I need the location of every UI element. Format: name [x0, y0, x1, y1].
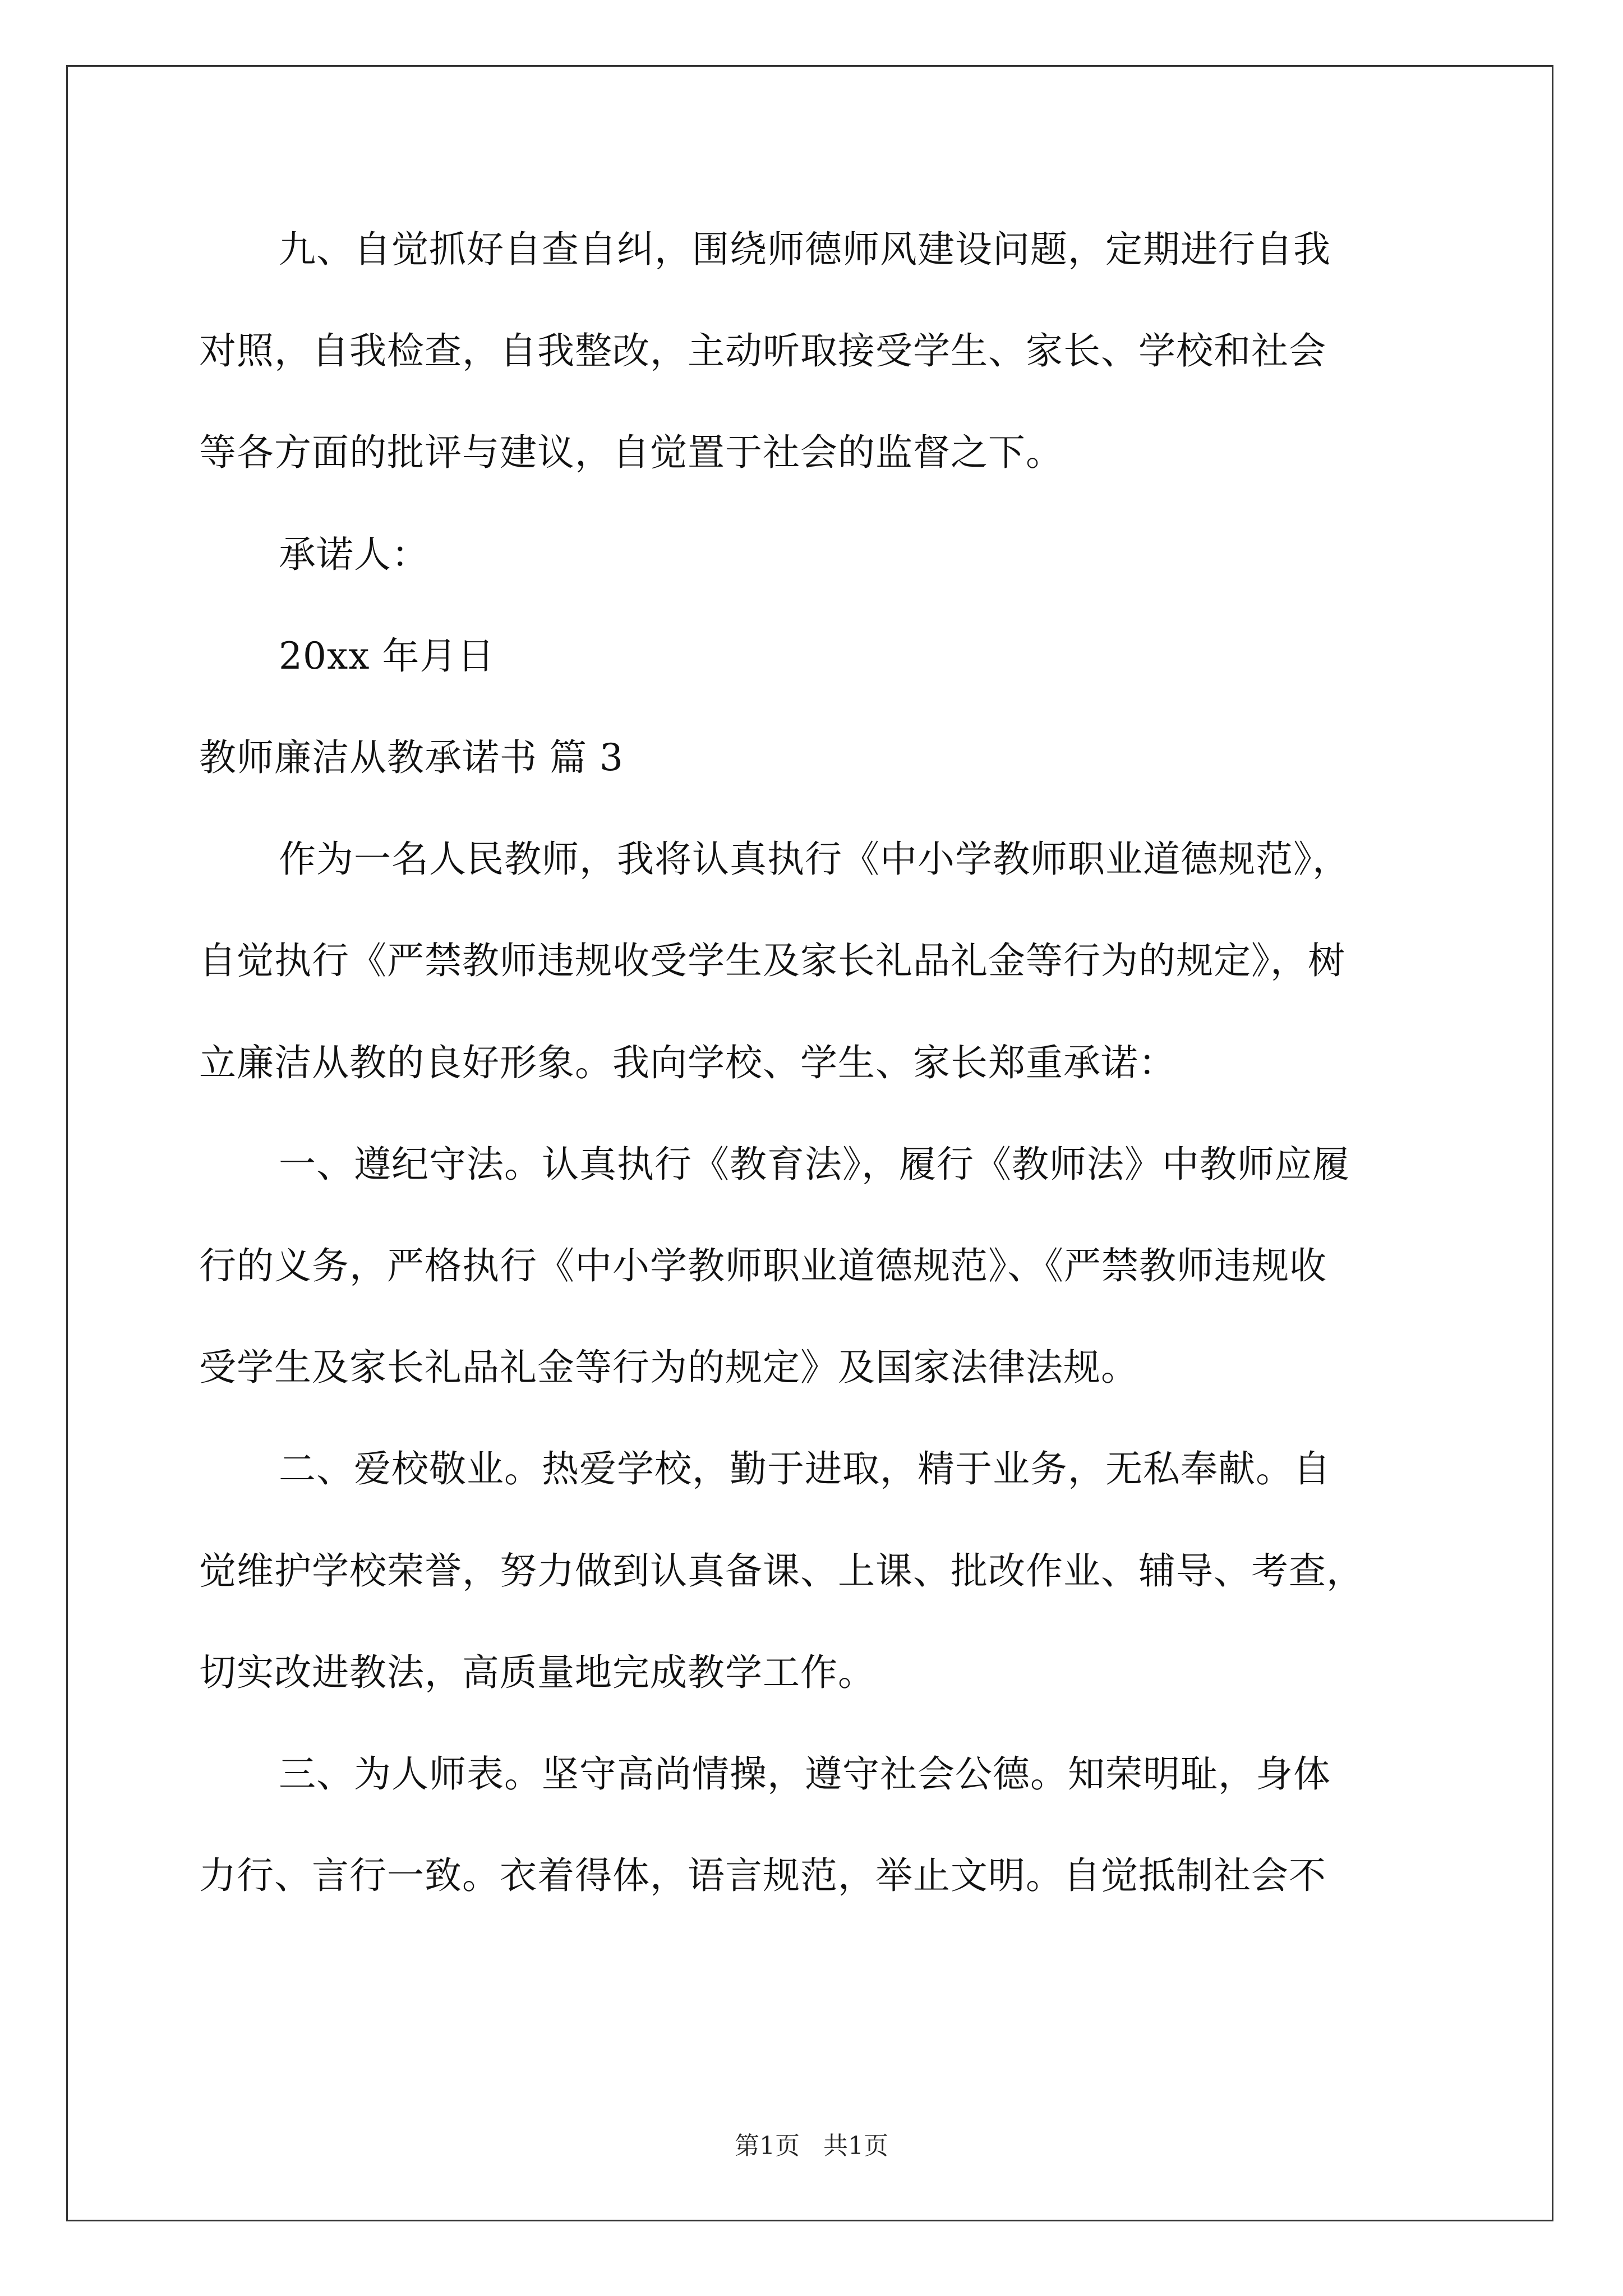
- item-3-line-2: 力行、言行一致。衣着得体，语言规范，举止文明。自觉抵制社会不: [199, 1854, 1326, 1897]
- page-footer: 第1页 共1页: [735, 2132, 888, 2160]
- intro-line-3: 立廉洁从教的良好形象。我向学校、学生、家长郑重承诺：: [199, 1041, 1176, 1084]
- date-line: 20xx 年月日: [279, 634, 495, 678]
- item-1-line-3: 受学生及家长礼品礼金等行为的规定》及国家法律法规。: [199, 1346, 1138, 1389]
- item-2-line-3: 切实改进教法，高质量地完成教学工作。: [199, 1651, 875, 1694]
- promiser-label: 承诺人：: [279, 533, 429, 576]
- paragraph-9-line-3: 等各方面的批评与建议，自觉置于社会的监督之下。: [199, 431, 1063, 474]
- item-3-line-1: 三、为人师表。坚守高尚情操，遵守社会公德。知荣明耻，身体: [279, 1752, 1331, 1796]
- paragraph-9-line-1: 九、自觉抓好自查自纠，围绕师德师风建设问题，定期进行自我: [279, 228, 1331, 271]
- item-2-line-1: 二、爱校敬业。热爱学校，勤于进取，精于业务，无私奉献。自: [279, 1447, 1331, 1490]
- item-1-line-1: 一、遵纪守法。认真执行《教育法》，履行《教师法》中教师应履: [279, 1143, 1350, 1186]
- intro-line-2: 自觉执行《严禁教师违规收受学生及家长礼品礼金等行为的规定》，树: [199, 939, 1345, 982]
- item-1-line-2: 行的义务，严格执行《中小学教师职业道德规范》、《严禁教师违规收: [199, 1244, 1327, 1287]
- intro-line-1: 作为一名人民教师，我将认真执行《中小学教师职业道德规范》，: [279, 838, 1350, 881]
- item-2-line-2: 觉维护学校荣誉，努力做到认真备课、上课、批改作业、辅导、考查，: [199, 1549, 1364, 1593]
- paragraph-9-line-2: 对照，自我检查，自我整改，主动听取接受学生、家长、学校和社会: [199, 329, 1326, 372]
- section-title: 教师廉洁从教承诺书 篇 3: [199, 736, 624, 779]
